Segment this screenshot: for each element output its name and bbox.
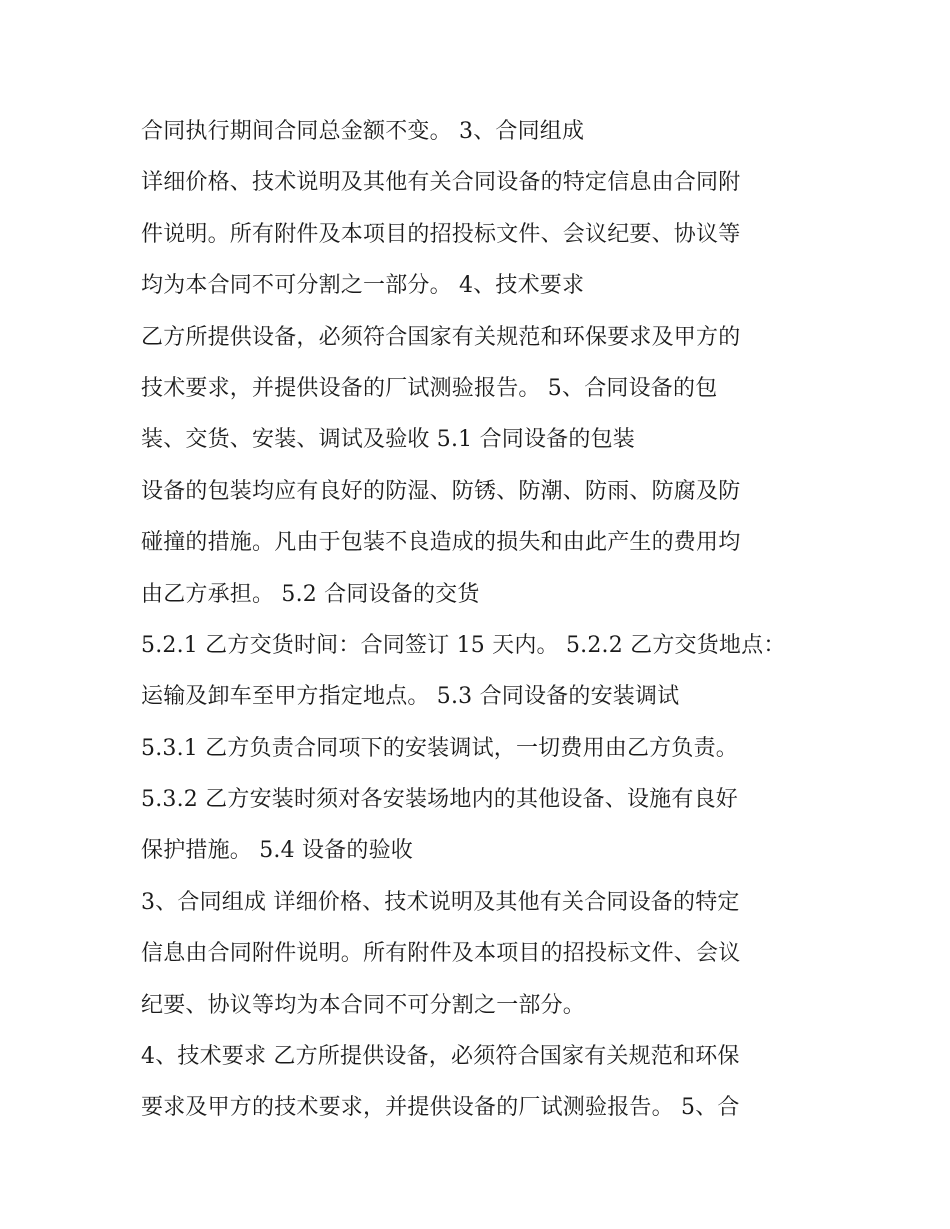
text-line: 5.2.1 乙方交货时间：合同签订 15 天内。 5.2.2 乙方交货地点：: [141, 632, 786, 658]
text-line: 保护措施。 5.4 设备的验收: [141, 838, 413, 864]
text-line: 合同执行期间合同总金额不变。 3、合同组成: [141, 119, 585, 144]
text-line: 5.3.2 乙方安装时须对各安装场地内的其他设备、设施有良好: [141, 787, 738, 813]
text-line: 运输及卸车至甲方指定地点。 5.3 合同设备的安装调试: [141, 684, 680, 710]
text-line: 均为本合同不可分割之一部分。 4、技术要求: [141, 273, 585, 299]
text-line: 3、合同组成 详细价格、技术说明及其他有关合同设备的特定: [141, 889, 740, 915]
text-line: 4、技术要求 乙方所提供设备，必须符合国家有关规范和环保: [141, 1044, 740, 1070]
text-line: 纪要、协议等均为本合同不可分割之一部分。: [141, 992, 586, 1018]
text-line: 信息由合同附件说明。所有附件及本项目的招投标文件、会议: [141, 941, 741, 967]
text-line: 由乙方承担。 5.2 合同设备的交货: [141, 581, 480, 607]
text-line: 详细价格、技术说明及其他有关合同设备的特定信息由合同附: [141, 170, 741, 196]
text-line: 件说明。所有附件及本项目的招投标文件、会议纪要、协议等: [141, 221, 741, 247]
text-line: 装、交货、安装、调试及验收 5.1 合同设备的包装: [141, 427, 635, 453]
text-line: 乙方所提供设备，必须符合国家有关规范和环保要求及甲方的: [141, 324, 741, 350]
text-line: 技术要求，并提供设备的厂试测验报告。 5、合同设备的包: [141, 375, 718, 401]
text-line: 碰撞的措施。凡由于包装不良造成的损失和由此产生的费用均: [141, 530, 741, 556]
text-line: 要求及甲方的技术要求，并提供设备的厂试测验报告。 5、合: [141, 1095, 740, 1121]
text-line: 5.3.1 乙方负责合同项下的安装调试，一切费用由乙方负责。: [141, 735, 738, 761]
contract-text-body: [141, 106, 821, 1134]
text-line: 设备的包装均应有良好的防湿、防锈、防潮、防雨、防腐及防: [141, 478, 741, 504]
